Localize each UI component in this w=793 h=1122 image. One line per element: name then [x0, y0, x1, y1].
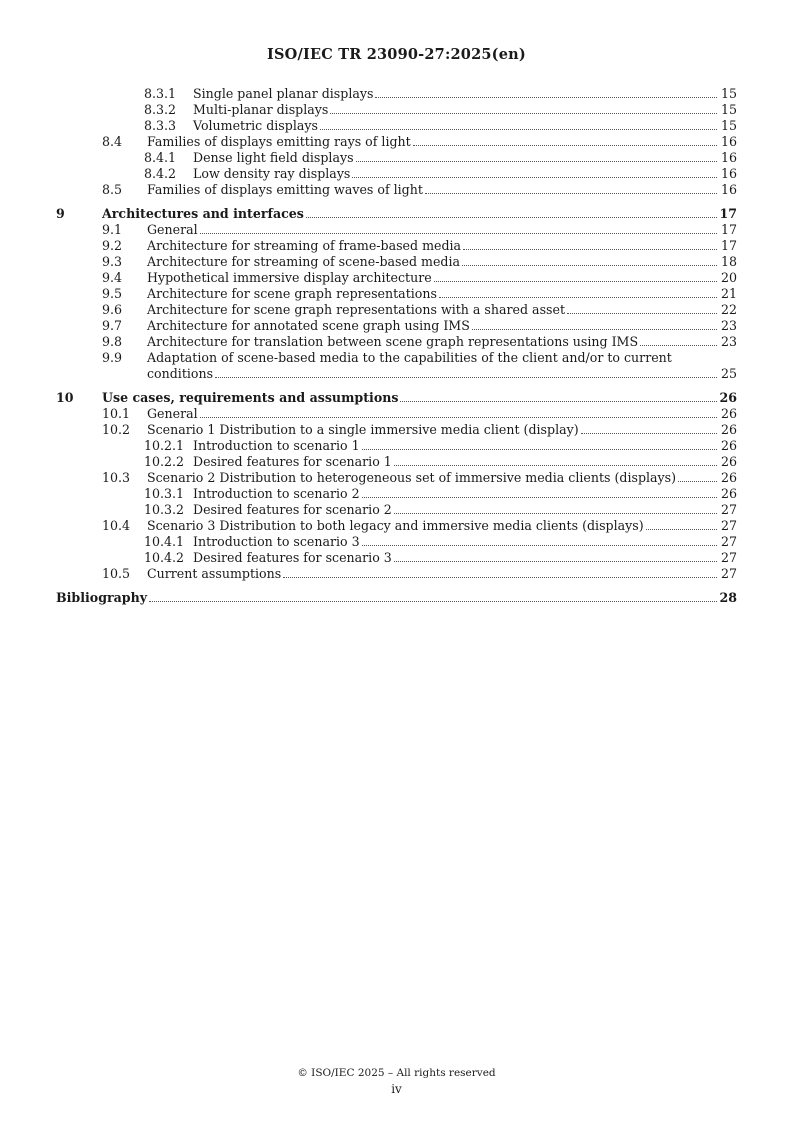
toc-entry-number: 10.3	[102, 470, 131, 485]
toc-entry[interactable]	[56, 182, 737, 198]
toc-entry-number: 9.7	[102, 318, 123, 333]
dot-leader	[356, 150, 717, 162]
toc-entry-number: 10.4.2	[144, 550, 185, 565]
dot-leader	[215, 366, 717, 378]
toc-entry[interactable]	[56, 118, 737, 134]
dot-leader	[394, 454, 717, 466]
toc-entry-title: Adaptation of scene-based media to the capabilities of the client and/or to current	[147, 350, 672, 365]
dot-leader	[567, 302, 717, 314]
toc-entry[interactable]	[56, 534, 737, 550]
dot-leader	[200, 406, 717, 418]
toc-entry[interactable]	[56, 254, 737, 270]
toc-entry-page: 21	[720, 286, 737, 301]
toc-entry-page: 17	[720, 238, 737, 253]
toc-entry-page: 15	[720, 118, 737, 133]
dot-leader	[306, 206, 717, 218]
toc-entry-title: Current assumptions	[147, 566, 282, 581]
toc-entry-title-continued: conditions	[147, 366, 214, 381]
toc-entry-title: General	[147, 222, 198, 237]
toc-entry-page: 26	[720, 438, 737, 453]
toc-entry-title: Architecture for streaming of frame-based media	[147, 238, 462, 253]
toc-entry-title: Introduction to scenario 1	[193, 438, 360, 453]
toc-entry-number: 9.6	[102, 302, 123, 317]
toc-entry-number: 10.3.1	[144, 486, 185, 501]
toc-entry-title: Introduction to scenario 3	[193, 534, 360, 549]
toc-entry-title: Families of displays emitting rays of light	[147, 134, 411, 149]
toc-entry-page: 25	[720, 366, 737, 381]
dot-leader	[640, 334, 717, 346]
dot-leader	[362, 534, 717, 546]
copyright-notice: © ISO/IEC 2025 – All rights reserved	[297, 1067, 496, 1079]
toc-entry-page: 26	[720, 470, 737, 485]
toc-entry[interactable]	[56, 438, 737, 454]
dot-leader	[434, 270, 717, 282]
toc-entry[interactable]	[56, 422, 737, 438]
toc-entry-number: 8.4.2	[144, 166, 177, 181]
toc-entry-page: 27	[720, 502, 737, 517]
toc-entry[interactable]	[56, 150, 737, 166]
toc-entry[interactable]	[56, 486, 737, 502]
toc-entry-page: 20	[720, 270, 737, 285]
toc-entry-page: 26	[720, 486, 737, 501]
dot-leader	[394, 550, 717, 562]
dot-leader	[283, 566, 717, 578]
toc-entry[interactable]	[56, 166, 737, 182]
dot-leader	[581, 422, 717, 434]
page-number: iv	[391, 1082, 402, 1096]
toc-entry-number: 10	[56, 390, 74, 405]
toc-entry-number: 8.3.2	[144, 102, 177, 117]
dot-leader	[362, 438, 717, 450]
toc-entry-page: 23	[720, 334, 737, 349]
toc-entry[interactable]	[56, 550, 737, 566]
toc-entry-number: 8.3.3	[144, 118, 177, 133]
dot-leader	[362, 486, 717, 498]
toc-entry-number: 9.2	[102, 238, 123, 253]
toc-entry-page: 26	[719, 390, 737, 405]
toc-entry[interactable]	[56, 270, 737, 286]
toc-entry-page: 23	[720, 318, 737, 333]
toc-entry-number: 9.8	[102, 334, 123, 349]
toc-entry-title: Architecture for scene graph representations with a shared asset	[147, 302, 566, 317]
toc-entry-page: 26	[720, 454, 737, 469]
toc-entry-title: Dense light field displays	[193, 150, 354, 165]
toc-entry-title: Use cases, requirements and assumptions	[102, 390, 399, 405]
toc-entry-page: 16	[720, 134, 737, 149]
toc-entry-number: 8.5	[102, 182, 123, 197]
dot-leader	[330, 102, 717, 114]
toc-entry-page: 16	[720, 166, 737, 181]
dot-leader	[678, 470, 717, 482]
toc-entry-page: 18	[720, 254, 737, 269]
toc-entry-page: 15	[720, 102, 737, 117]
toc-entry-number: 8.4	[102, 134, 123, 149]
toc-entry-number: 10.2	[102, 422, 131, 437]
toc-entry-page: 15	[720, 86, 737, 101]
dot-leader	[472, 318, 717, 330]
toc-entry[interactable]	[56, 334, 737, 350]
toc-entry[interactable]	[56, 206, 737, 222]
toc-entry-page: 27	[720, 534, 737, 549]
toc-entry-title: Desired features for scenario 3	[193, 550, 392, 565]
toc-entry[interactable]	[56, 350, 737, 382]
toc-entry[interactable]	[56, 390, 737, 406]
dot-leader	[400, 390, 717, 402]
toc-entry-number: 10.3.2	[144, 502, 185, 517]
toc-entry-page: 17	[720, 222, 737, 237]
toc-entry-title: Desired features for scenario 2	[193, 502, 392, 517]
dot-leader	[320, 118, 717, 130]
dot-leader	[646, 518, 717, 530]
toc-entry-title: Desired features for scenario 1	[193, 454, 392, 469]
toc-entry-number: 8.4.1	[144, 150, 177, 165]
toc-entry-title: Introduction to scenario 2	[193, 486, 360, 501]
toc-entry-title: General	[147, 406, 198, 421]
toc-entry[interactable]	[56, 470, 737, 486]
toc-entry-page: 26	[720, 422, 737, 437]
toc-entry-title: Scenario 1 Distribution to a single immersive media client (display)	[147, 422, 579, 437]
toc-entry-title: Low density ray displays	[193, 166, 351, 181]
toc-entry-number: 8.3.1	[144, 86, 177, 101]
toc-entry-title: Scenario 2 Distribution to heterogeneous set of immersive media clients (displays)	[147, 470, 677, 485]
toc-entry[interactable]	[56, 102, 737, 118]
toc-entry-title: Families of displays emitting waves of light	[147, 182, 423, 197]
toc-entry-page: 27	[720, 566, 737, 581]
dot-leader	[463, 238, 717, 250]
toc-entry-title: Volumetric displays	[193, 118, 318, 133]
toc-entry-number: 10.4.1	[144, 534, 185, 549]
toc-entry-page: 27	[720, 518, 737, 533]
toc-entry-page: 28	[719, 590, 737, 605]
toc-entry-title: Architecture for annotated scene graph using IMS	[147, 318, 470, 333]
toc-entry-number: 9.1	[102, 222, 123, 237]
toc-entry-title: Multi-planar displays	[193, 102, 329, 117]
dot-leader	[200, 222, 717, 234]
toc-entry-title: Hypothetical immersive display architecture	[147, 270, 432, 285]
table-of-contents	[56, 86, 737, 606]
toc-entry[interactable]	[56, 318, 737, 334]
dot-leader	[425, 182, 717, 194]
toc-entry-number: 10.2.2	[144, 454, 185, 469]
toc-entry-number: 9.3	[102, 254, 123, 269]
toc-entry-title: Architecture for streaming of scene-based media	[147, 254, 461, 269]
toc-entry[interactable]	[56, 502, 737, 518]
toc-entry-number: 9	[56, 206, 65, 221]
toc-entry-number: 9.9	[102, 350, 123, 365]
toc-entry-page: 16	[720, 182, 737, 197]
toc-entry-title: Architecture for translation between scene graph representations using IMS	[147, 334, 639, 349]
toc-entry-number: 10.1	[102, 406, 131, 421]
dot-leader	[462, 254, 717, 266]
toc-entry-title: Single panel planar displays	[193, 86, 374, 101]
toc-entry[interactable]	[56, 302, 737, 318]
toc-entry-title: Bibliography	[56, 590, 148, 605]
toc-entry[interactable]	[56, 222, 737, 238]
toc-entry-number: 10.2.1	[144, 438, 185, 453]
toc-entry-number: 9.5	[102, 286, 123, 301]
toc-entry-title: Architecture for scene graph representations	[147, 286, 437, 301]
toc-entry-number: 10.4	[102, 518, 131, 533]
toc-entry[interactable]	[56, 86, 737, 102]
toc-entry-page: 27	[720, 550, 737, 565]
toc-entry-title: Scenario 3 Distribution to both legacy and immersive media clients (displays)	[147, 518, 644, 533]
toc-entry-number: 9.4	[102, 270, 123, 285]
page-header: ISO/IEC TR 23090-27:2025(en)	[267, 46, 526, 63]
toc-entry[interactable]	[56, 286, 737, 302]
toc-entry[interactable]	[56, 406, 737, 422]
dot-leader	[439, 286, 717, 298]
dot-leader	[149, 590, 717, 602]
toc-entry[interactable]	[56, 566, 737, 582]
toc-entry[interactable]	[56, 518, 737, 534]
dot-leader	[394, 502, 717, 514]
toc-entry-page: 17	[719, 206, 737, 221]
toc-entry[interactable]	[56, 590, 737, 606]
toc-entry-title: Architectures and interfaces	[102, 206, 304, 221]
toc-entry-number: 10.5	[102, 566, 131, 581]
toc-entry[interactable]	[56, 134, 737, 150]
toc-entry[interactable]	[56, 238, 737, 254]
dot-leader	[352, 166, 717, 178]
toc-entry-page: 26	[720, 406, 737, 421]
dot-leader	[413, 134, 717, 146]
toc-entry-page: 16	[720, 150, 737, 165]
toc-entry[interactable]	[56, 454, 737, 470]
page-footer	[0, 1067, 793, 1096]
toc-entry-page: 22	[720, 302, 737, 317]
dot-leader	[375, 86, 717, 98]
